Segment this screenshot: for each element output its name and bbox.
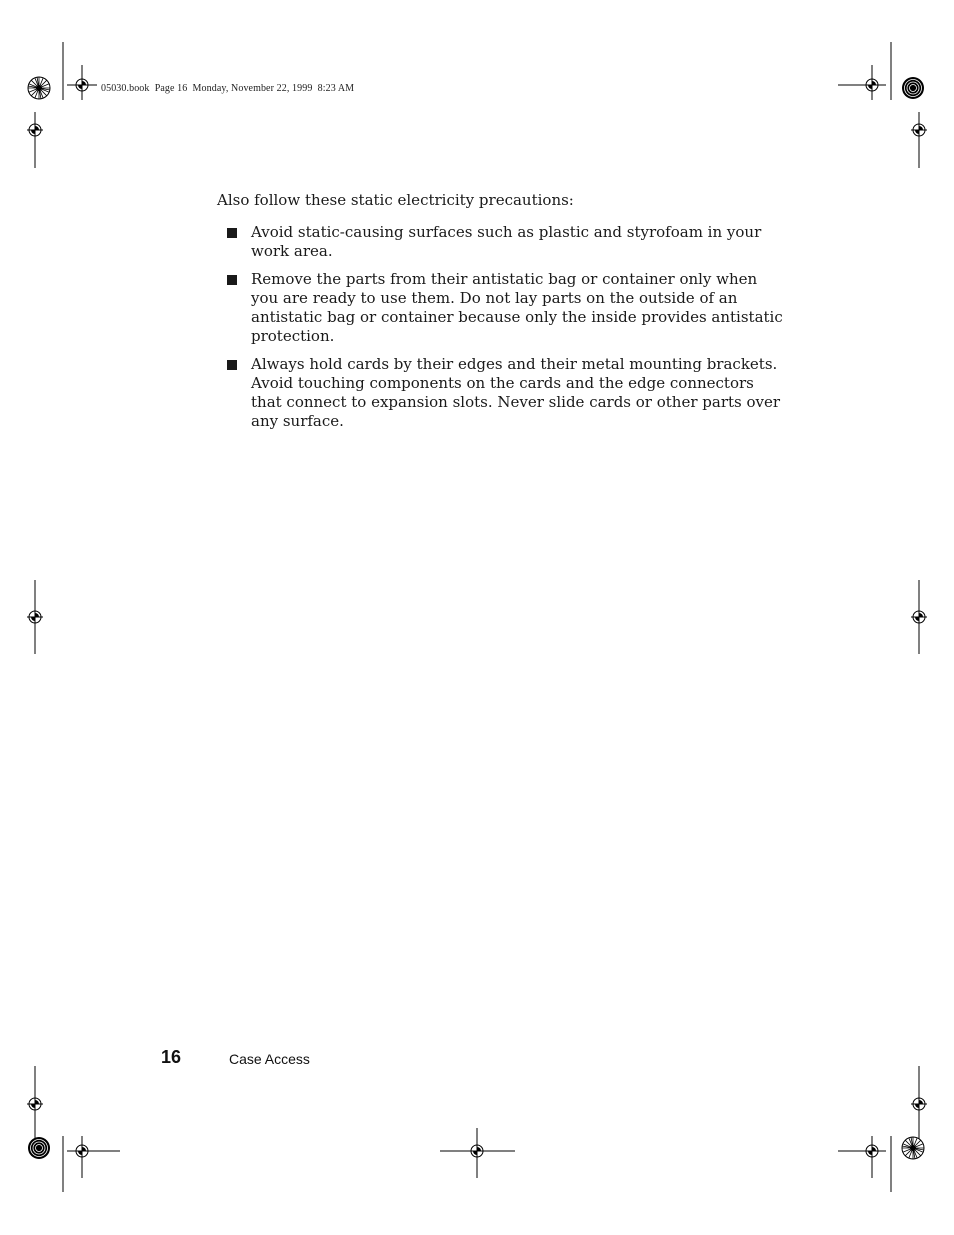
- square-bullet-icon: [227, 228, 237, 238]
- section-title: Case Access: [229, 1051, 310, 1067]
- precautions-list: [227, 223, 787, 440]
- print-slug: 05030.book Page 16 Monday, November 22, 1999 8:23 AM: [101, 83, 355, 94]
- list-item-text: Avoid static-causing surfaces such as plastic and styrofoam in your work area.: [251, 223, 762, 260]
- square-bullet-icon: [227, 275, 237, 285]
- list-item: [227, 355, 787, 431]
- list-item: [227, 223, 787, 261]
- list-item-text: Always hold cards by their edges and their metal mounting brackets. Avoid touching components on the cards and the edge connectors that connect to expansion slots. Never slide cards or other parts over any surface.: [251, 355, 781, 430]
- page-number: 16: [161, 1047, 182, 1067]
- list-item-text: Remove the parts from their antistatic bag or container only when you are ready to use them. Do not lay parts on the outside of an antistatic bag or container because only the inside provides antistatic protection.: [251, 270, 783, 345]
- square-bullet-icon: [227, 360, 237, 370]
- intro-paragraph: Also follow these static electricity precautions:: [217, 191, 574, 209]
- list-item: [227, 270, 787, 346]
